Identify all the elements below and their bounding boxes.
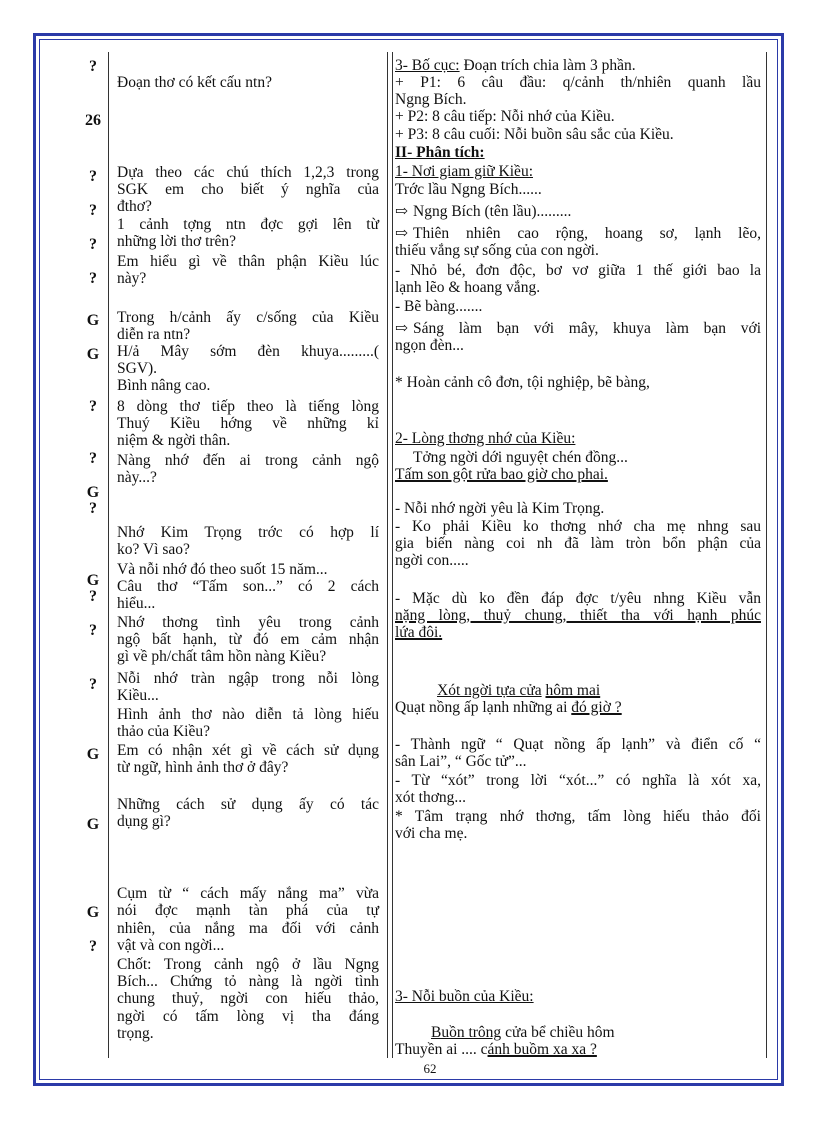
marker: 26	[85, 112, 101, 129]
content-line: ngời con.....	[395, 552, 469, 569]
content-line: - Mặc dù ko đền đáp đợc t/yêu nhng Kiều vẫn	[395, 590, 761, 607]
question-text: niệm & ngời thân.	[117, 432, 231, 449]
content-line: - Bẽ bàng.......	[395, 298, 483, 315]
subsection-heading: 3- Nỗi buồn của Kiều:	[395, 988, 534, 1005]
content-line: - Ko phải Kiều ko thơng nhớ cha mẹ nhng sau	[395, 518, 761, 535]
question-text: Nhớ thơng tình yêu trong cảnh	[117, 614, 379, 631]
marker: ?	[89, 270, 97, 287]
question-text: gì về ph/chất tâm hồn nàng Kiều?	[117, 648, 327, 665]
content-line: - Nỗi nhớ ngời yêu là Kim Trọng.	[395, 500, 605, 517]
question-text: Cụm từ “ cách mấy nắng ma” vừa	[117, 885, 379, 902]
marker: ?	[89, 398, 97, 415]
marker: G	[86, 346, 100, 363]
question-text: chung thuỷ, ngời con hiếu thảo,	[117, 990, 379, 1007]
content-line: - Nhỏ bé, đơn độc, bơ vơ giữa 1 thế giới bao la	[395, 262, 761, 279]
marker: G	[86, 816, 100, 833]
question-text: Hình ảnh thơ nào diễn tả lòng hiếu	[117, 706, 379, 723]
question-text: ngộ bất hạnh, từ đó em cảm nhận	[117, 631, 379, 648]
content-line: + P1: 6 câu đầu: q/cảnh th/nhiên quanh lầu	[395, 74, 761, 91]
content-line: + P2: 8 câu tiếp: Nỗi nhớ của Kiều.	[395, 108, 615, 125]
marker: ?	[89, 450, 97, 467]
marker: ?	[89, 58, 97, 75]
question-text: này...?	[117, 469, 157, 486]
content-line: * Hoàn cảnh cô đơn, tội nghiệp, bẽ bàng,	[395, 374, 650, 391]
poem-line: Thuyền ai .... cánh buồm xa xa ?	[395, 1041, 597, 1058]
question-text: 8 dòng thơ tiếp theo là tiếng lòng	[117, 398, 379, 415]
question-text: H/ả Mây sớm đèn khuya.........(	[117, 343, 379, 360]
question-text: dụng gì?	[117, 813, 171, 830]
section-heading-layout: 3- Bố cục: Đoạn trích chia làm 3 phần.	[395, 57, 636, 74]
poem-line: Tấm son gột rửa bao giờ cho phai.	[395, 466, 608, 483]
marker: ?	[89, 500, 97, 517]
question-text: vật và con ngời...	[117, 937, 225, 954]
question-text: Và nỗi nhớ đó theo suốt 15 năm...	[117, 561, 328, 578]
question-text: nhiên, của nắng ma đối với cảnh	[117, 920, 379, 937]
question-text: Những cách sử dụng ấy có tác	[117, 796, 379, 813]
question-text: Chốt: Trong cảnh ngộ ở lầu Ngng	[117, 956, 379, 973]
content-line: * Tâm trạng nhớ thơng, tấm lòng hiếu thảo đối	[395, 808, 761, 825]
arrow-icon: ⇨	[395, 203, 408, 220]
column-divider-1	[108, 52, 109, 1058]
question-text: 1 cảnh tợng ntn đợc gợi lên từ	[117, 216, 379, 233]
content-line: - Thành ngữ “ Quạt nồng ấp lạnh” và điển cố “	[395, 736, 761, 753]
poem-line: Tởng ngời dới nguyệt chén đồng...	[413, 449, 628, 466]
poem-line: Buồn trông cửa bể chiều hôm	[431, 1024, 615, 1041]
marker: ?	[89, 236, 97, 253]
content-line: Trớc lầu Ngng Bích......	[395, 181, 542, 198]
column-divider-4	[766, 52, 767, 1058]
content-line: thiếu vắng sự sống của con ngời.	[395, 242, 599, 259]
page-number: 62	[423, 1061, 437, 1076]
marker: ?	[89, 168, 97, 185]
poem-line: Xót ngời tựa cửa hôm mai	[437, 682, 601, 699]
question-text: diễn ra ntn?	[117, 326, 191, 343]
marker: ?	[89, 622, 97, 639]
content-line: + P3: 8 câu cuối: Nỗi buồn sâu sắc của Kiều.	[395, 126, 674, 143]
content-line: lạnh lẽo & hoang vắng.	[395, 279, 541, 296]
question-text: Nhớ Kim Trọng trớc có hợp lí	[117, 524, 379, 541]
column-divider-3	[392, 52, 393, 1058]
question-text: những lời thơ trên?	[117, 233, 237, 250]
question-text: Thuý Kiều hớng về những kỉ	[117, 415, 379, 432]
question-text: ko? Vì sao?	[117, 541, 190, 558]
poem-line: Quạt nồng ấp lạnh những ai đó giờ ?	[395, 699, 622, 716]
section-heading-analysis: II- Phân tích:	[395, 144, 485, 161]
arrow-icon: ⇨	[395, 225, 408, 242]
content-line: Ngng Bích.	[395, 91, 467, 108]
question-text: trọng.	[117, 1025, 154, 1042]
question-text: Đoạn thơ có kết cấu ntn?	[117, 74, 272, 91]
content-line: xót thơng...	[395, 789, 467, 806]
content-line: ⇨ Sáng làm bạn với mây, khuya làm bạn với	[395, 320, 761, 337]
arrow-icon: ⇨	[395, 320, 408, 337]
question-text: Trong h/cảnh ấy c/sống của Kiều	[117, 309, 379, 326]
marker: G	[86, 484, 100, 501]
content-line: sân Lai”, “ Gốc tử”...	[395, 753, 527, 770]
question-text: Nàng nhớ đến ai trong cảnh ngộ	[117, 452, 379, 469]
question-text: nói đợc mạnh tàn phá của tự	[117, 902, 379, 919]
question-text: Nỗi nhớ tràn ngập trong nỗi lòng	[117, 670, 379, 687]
question-text: Em có nhận xét gì về cách sử dụng	[117, 742, 379, 759]
column-divider-2	[387, 52, 388, 1058]
question-text: Dựa theo các chú thích 1,2,3 trong	[117, 164, 379, 181]
question-text: từ ngữ, hình ảnh thơ ở đây?	[117, 759, 289, 776]
question-text: Bích... Chứng tỏ nàng là ngời tình	[117, 973, 379, 990]
marker: ?	[89, 676, 97, 693]
question-text: ngời có tấm lòng vị tha đáng	[117, 1008, 379, 1025]
content-line: ngọn đèn...	[395, 337, 464, 354]
question-text: Kiều...	[117, 687, 159, 704]
question-text: SGK em cho biết ý nghĩa của	[117, 181, 379, 198]
marker: G	[86, 904, 100, 921]
content-line: gia biến nàng coi nh đã làm tròn bổn phận của	[395, 535, 761, 552]
marker: ?	[89, 202, 97, 219]
marker: ?	[89, 588, 97, 605]
content-line: - Từ “xót” trong lời “xót...” có nghĩa là xót xa,	[395, 772, 761, 789]
subsection-heading: 1- Nơi giam giữ Kiều:	[395, 163, 533, 180]
question-text: Câu thơ “Tấm son...” có 2 cách	[117, 578, 379, 595]
question-text: thảo của Kiều?	[117, 723, 210, 740]
content-line: lứa đôi.	[395, 624, 443, 641]
content-line: nặng lòng, thuỷ chung, thiết tha với hạnh phúc	[395, 607, 761, 624]
marker: G	[86, 312, 100, 329]
content-line: ⇨ Ngng Bích (tên lầu).........	[395, 203, 572, 220]
question-text: Bình nâng cao.	[117, 377, 211, 394]
marker: G	[86, 746, 100, 763]
marker: ?	[89, 938, 97, 955]
subsection-heading: 2- Lòng thơng nhớ của Kiều:	[395, 430, 576, 447]
content-line: với cha mẹ.	[395, 825, 468, 842]
question-text: hiểu...	[117, 595, 156, 612]
question-text: này?	[117, 270, 147, 287]
question-text: SGV).	[117, 360, 158, 377]
marker: G	[86, 572, 100, 589]
question-text: đthơ?	[117, 198, 152, 215]
question-text: Em hiểu gì về thân phận Kiều lúc	[117, 253, 379, 270]
content-line: ⇨ Thiên nhiên cao rộng, hoang sơ, lạnh lẽo,	[395, 225, 761, 242]
